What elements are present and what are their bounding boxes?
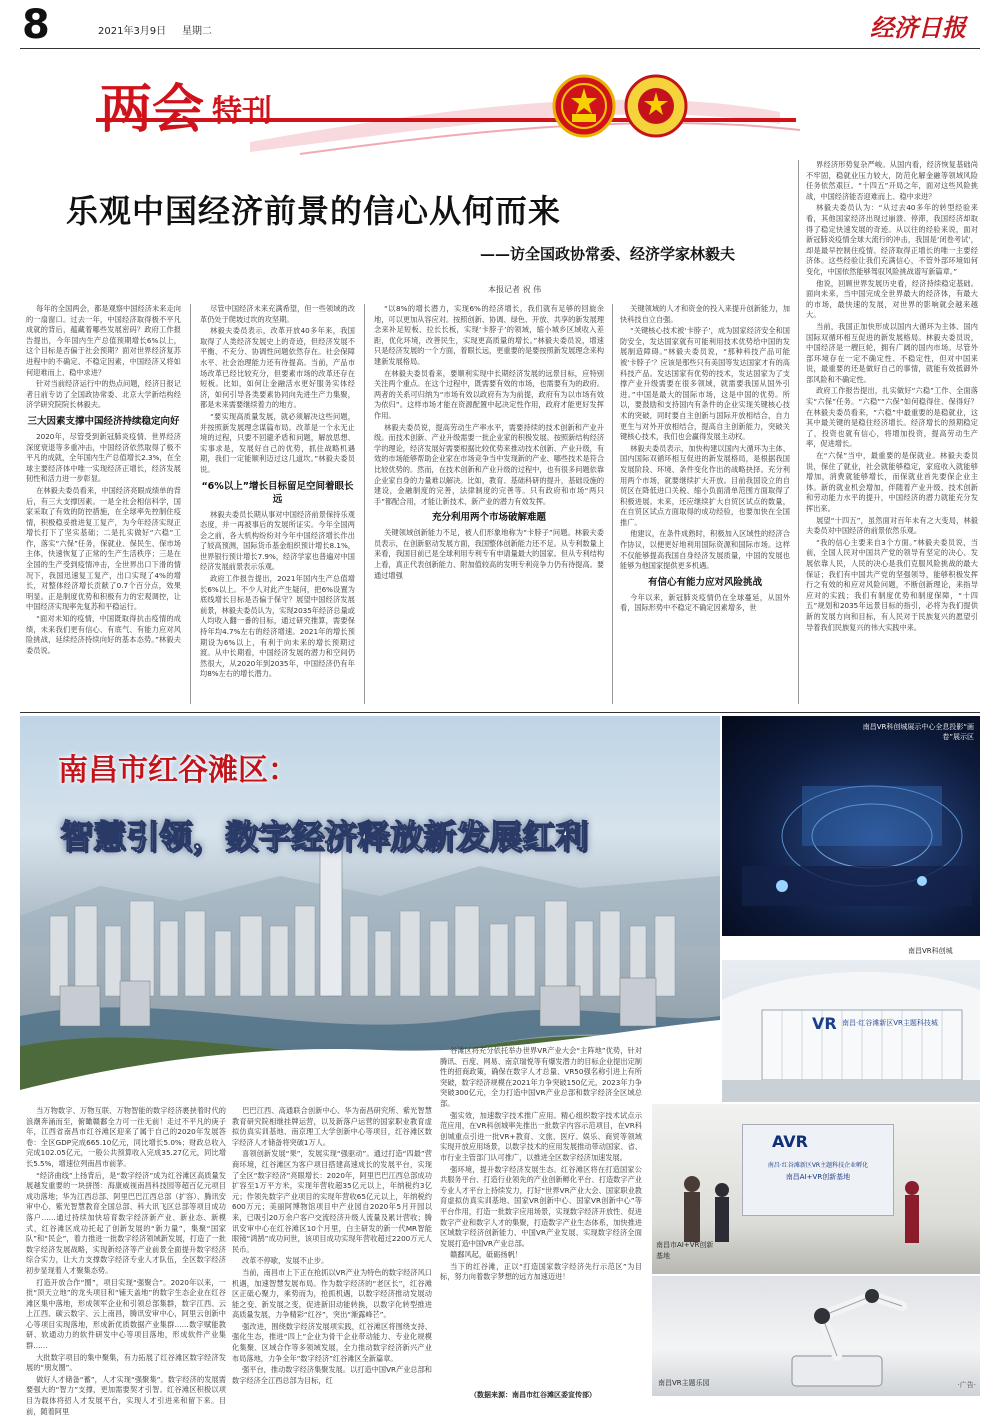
paragraph: “要实现高质量发展，就必须解决这些问题，并按照新发展理念谋篇布局。改革是一个永无止境的过程，只要不回避矛盾和问题，解放思想、实事求是，发展好自己的优势，抓住战略机遇期，我们一定能顺利迈过这几道坎。”林毅夫委员说。 <box>200 411 355 474</box>
paragraph: 巴巴江西、高通联合创新中心、华为南昌研究所、紫光智慧教育研究院相继挂牌运营，以及新落户运营的国家职业教育虚拟仿真实训基地、南京理工大学创新中心等项目，红谷滩区数字经济人才储备将突破1万人。 <box>232 1106 432 1147</box>
section-subheading: 三大因素支撑中国经济持续稳定向好 <box>27 415 180 427</box>
paragraph: “我的信心主要来自3个方面。”林毅夫委员说，当前，全国人民对中国共产党的领导有坚定的决心、发展依靠人民，人民的决心是我们克服风险挑战的最大保证；我们有中国共产党的坚强领导，能够积极发挥行之有效的和应对风险问题，不断创新理论，来指导应对的实践；我们有制度优势和制度保障，“十四五”规划和2035年远景目标的指引，必将为我们提供新的发展方向和目标，有人民对于民族复兴的愿望引导着我们民族复兴的伟大实践中来。 <box>806 537 978 632</box>
feature-title-2: 智慧引领，数字经济释放新发展红利 <box>60 817 588 856</box>
feature-title-1: 南昌市红谷滩区： <box>58 753 298 788</box>
paragraph: 当下的红谷滩，正以“打造国家数字经济先行示范区”为目标，努力向着数字梦想的远方加速迈进！ <box>440 1261 642 1282</box>
building-illustration <box>722 960 980 1102</box>
data-source-note: （数据来源：南昌市红谷滩区委宣传部） <box>470 1391 596 1399</box>
national-emblem-icon <box>552 74 616 138</box>
paragraph: 在林毅夫委员看来，要顺利实现中长期经济发展的远景目标，应特别关注两个重点。在这个过程中，既需要有效的市场，也需要有为的政府。两者的关系可归纳为“市场有效以政府有为为前提，政府有为以市场有效为依归”。这样市场才能在资源配置中起决定性作用，政府才能更好发挥作用。 <box>374 368 605 420</box>
column-divider <box>364 304 365 704</box>
ad-label: ·广告· <box>957 1381 976 1389</box>
article-subheadline: ——访全国政协常委、经济学家林毅夫 <box>480 245 736 263</box>
article-column-5 <box>806 160 978 708</box>
paragraph: 强平台，推动数字经济集聚发展。以打造中国VR产业总部和数字经济全江西总部为目标，红 <box>232 1365 432 1385</box>
article-column-2 <box>200 304 355 704</box>
paragraph: 界经济形势复杂严峻。从国内看，经济恢复基础尚不牢固，稳就业压力较大，防范化解金融等领域风险任务依然艰巨。“十四五”开局之年，面对这些风险挑战，中国经济能否迎难而上、稳中求进？ <box>806 160 978 201</box>
article-column-1 <box>26 304 181 704</box>
section-subheading: “6%以上”增长目标留足空间着眼长远 <box>201 480 354 505</box>
cppcc-emblem-icon <box>624 74 688 138</box>
header-divider <box>20 48 980 49</box>
article-headline: 乐观中国经济前景的信心从何而来 <box>66 192 562 230</box>
paragraph: “关键核心技术被‘卡脖子’，成为国家经济安全和国防安全，发达国家就有可能利用技术优势给中国的发展制造障碍。”林毅夫委员说，“那种科技产品可能被‘卡脖子’？应该是那些只有美国等发达国家才有的高科技产品。发达国家有优势的技术，发达国家为了支撑产业升级需要在很多领域，就需要我国从国外引进。”中国是最大的国际市场，这是中国的优势。所以，要鼓励和支持国内有条件的企业实现关键核心技术的突破，同时要自主创新与国际开放相结合，自力更生与对外开放相结合，提高自主创新能力，突破关键核心技术，我们也会赢得发展主动权。 <box>620 326 790 442</box>
paragraph: 林毅夫委员长期从事对中国经济前景保持乐观态度，并一再被事后的发展所证实。今年全国两会之前，各大机构纷纷对今年中国经济增长作出了较高预测，国际货币基金组织预计增长8.1%，世界银行预计增长7.9%，经济学家也普遍对中国经济发展前景表示乐观。 <box>200 509 355 572</box>
paragraph: 改革不停歇，发展不止步。 <box>242 1256 329 1266</box>
section-subheading: 充分利用两个市场破解难题 <box>431 512 546 524</box>
banner-title-sub: 特刊 <box>212 94 272 129</box>
feature-column-2 <box>232 1106 432 1406</box>
paragraph: “经济曲线”上扬背后，是“数字经济”成为红谷滩区高质量发展越发重要的一块拼图：海康威视南昌科技园等超百亿元项目成功落地；华为江西总部、阿里巴巴江西总部（扩容）、腾讯安审中心、紫光智慧教育全国总部、科大讯飞区总部等项目成功落户……通过持续加快培育数字经济新产业、新业态、新模式，红谷滩区成功托起了创新发展的“新力量”，集聚“国家队”和“民企”，着力推进一批数字经济领域新发展，打造了一批数字经济发展战略，实现新经济等产业前景全面提升数字经济综合实力，让大力支撑数字经济专业人才队伍，全区数字经济初步显现着人才聚集态势。 <box>26 1170 226 1275</box>
vr-building-photo <box>722 960 980 1102</box>
paragraph: 当前，我国正加快形成以国内大循环为主体、国内国际双循环相互促进的新发展格局。林毅夫委员说，中国经济是一艘巨轮，拥有广阔的国内市场。尽管外部环境存在一定不确定性、不稳定性，但对中国来说，最重要的还是做好自己的事情，就能有效抵御外部风险和不确定性。 <box>806 321 978 384</box>
paragraph: 当万物数字、万物互联、万物智能的数字经济裹挟着时代的浪潮奔涌而至，俯瞰赣鄱全力可一往无前！走过不平凡的庚子年，江西省南昌市红谷滩区迎来了属于自己的2020年发展答卷：全区GDP完成665.10亿元，同比增长5.0%；财政总收入完成102.05亿元，一般公共预算收入完成35.27亿元，同比增长5.5%，增速位列南昌市前茅。 <box>26 1106 226 1168</box>
photo-caption: 南昌市AI+VR创新基地 <box>656 1241 714 1260</box>
paragraph: 关键领域的人才和资金的投入来提升创新能力，加快科技自立自强。 <box>620 304 790 324</box>
building-sign-text: 南昌·红谷滩新区VR主题科技城 <box>842 1019 938 1027</box>
paragraph: 每年的全国两会，都是观察中国经济未来走向的一扇窗口。过去一年，中国经济取得极不平凡成就的背后，蕴藏着哪些发展密码？政府工作报告提出，今年国内生产总值预期增长6%以上，这个目标是否偏于社会预期？面对世界经济复苏进程中的不确定、不稳定因素，中国经济又将如何迎难而上、稳中求进？ <box>26 304 181 377</box>
article-byline: 本报记者 祝 伟 <box>488 285 542 294</box>
feature-column-3 <box>440 1046 642 1386</box>
screen-caption: 南昌·红谷滩新区VR主题科技企业孵化 <box>767 1162 869 1169</box>
paragraph: 大批数字项目的集中聚集，有力拓展了红谷滩区数字经济发展的“朋友圈”。 <box>26 1352 226 1373</box>
screen-logo: AVR <box>772 1132 808 1151</box>
paragraph: 当前，南昌市上下正在抢抓以VR产业为特色的数字经济风口机遇，加速智慧发展布局。作为数字经济的“老区长”，红谷滩区正砥心聚力，乘势而为，抢抓机遇，以数字经济推动发展动能之变、新发展之变，促进新旧动能转换，以数字化转型推进高质量发展，力争精彩“红谷”，突出“渐露峰芒”。 <box>232 1267 432 1320</box>
paragraph: “面对未知的疫情，中国既取得抗击疫情的成绩，未来我们更有信心、有底气、有能力应对风险挑战，延续经济持续向好的基本态势。”林毅夫委员说。 <box>26 614 181 655</box>
paragraph: 林毅夫委员表示，改革开放40多年来，我国取得了人类经济发展史上的奇迹，但经济发展不平衡、不充分、协调性问题依然存在。社会保障水平、社会治理能力还有待提高。当前，产品市场改革已经比较充分，但要素市场的改革还存在短板。比如，如何让金融活水更好服务实体经济，如何引导各类要素协同向先进生产力集聚，都是未来需要继续着力的地方。 <box>200 326 355 410</box>
paragraph: 打造开放合作“圈”，项目实现“强聚合”。2020年以来，一批“顶天立地”的龙头项目和“铺天盖地”的数字生态企业在红谷滩区集中落地，形成领军企业和引领总部集群，数字江西、云上江西、碳云数字、云上南昌，腾讯安审中心，阿里云创新中心等项目实现落地，形成新优质数据产业集群……数字赋能教研、软通动力的软件研发中心等项目落地，形成软件产业集群…… <box>26 1277 226 1351</box>
page-number: 8 <box>22 2 50 48</box>
column-divider <box>190 304 191 704</box>
ai-vr-base-photo <box>652 1104 980 1274</box>
column-divider <box>798 160 799 704</box>
paragraph: 尽管中国经济未来充满希望，但一些领域的改革仍处于爬坡过坎的攻坚期。 <box>200 304 355 324</box>
paragraph: 他建议，在条件成熟时，积极加入区域性的经济合作协议，以便更好地利用国际资源和国际市场。这样不仅能够提高我国自身经济发展质量，中国的发展也能够为他国家提供更多机遇。 <box>620 529 790 571</box>
paragraph: 2020年，尽管受到新冠肺炎疫情、世界经济深度衰退等多重冲击，中国经济依然取得了极不平凡的成就，全年国内生产总值增长2.3%，在全球主要经济体中唯一实现经济正增长，经济发展韧性和活力进一步彰显。 <box>26 431 181 484</box>
section-divider <box>20 712 980 713</box>
hologram-illustration <box>722 716 980 936</box>
paragraph: 政府工作报告提出，扎实做好“六稳”工作、全面落实“六保”任务。“六稳”“六保”如何稳得住、保得好？在林毅夫委员看来，“六稳”中最重要的是稳就业，这其中最关键的是稳住经济增长。经济增长的预期稳定了，投资也就有信心，将增加投资，提高劳动生产率，促进增长。 <box>806 386 978 449</box>
article-column-4 <box>620 304 790 704</box>
screen-subcaption: 南昌AI+VR创新基地 <box>785 1173 851 1181</box>
special-banner <box>0 52 1000 162</box>
paragraph: 强改进，围绕数字经济发展项实践，红谷滩区将围绕支持、强化生态，推进“四上”企业为骨干企业带动能力、专业化规模化集聚、区域合作等多领域发展，全力推动数字经济新兴产业布局落地，力争全年“数字经济”红谷滩区全新篇章。 <box>232 1321 432 1363</box>
paragraph: 今年以来，新冠肺炎疫情仍在全球蔓延，从国外看，国际形势中不稳定不确定因素增多，世 <box>620 592 790 613</box>
paragraph: 林毅夫委员说，提高劳动生产率水平，需要持续的技术创新和产业升级。而技术创新、产业升级需要一批企业家的积极发展。按照新结构经济学的理论，经济发展好需要根据比较优势来推动技术创新、产业升级，有效的市场能够帮助企业家在市场竞争当中发现新的产业、哪些技术是符合比较优势的。然而，在技术创新和产业升级的过程中，也有很多问题依靠企业家自身的力量难以解决。比如，教育、基础科研的提升，基础设施的建设，金融制度的完善，法律制度的完善等。只有政府和市场“两只手”都配合用，才能让新技术、新产业的潜力有效发挥。 <box>374 422 605 506</box>
banner-title-main: 两会 <box>100 79 205 140</box>
paragraph: 在林毅夫委员看来，中国经济亮眼成绩单的背后，有三大支撑因素。一是全社会相信科学，国家采取了有效的防控措施，在全球率先控制住疫情，积极稳妥推进复工复产，为今年经济实现正增长打下了坚实基础；二是扎实做好“六稳”工作，落实“六保”任务，保就业、保民生、保市场主体，快速恢复了正常的生产生活秩序；三是在全国的生产受到疫情冲击，全世界出口下滑的情况下，我国迅速复工复产，出口实现了4%的增长，对整体经济增长贡献了0.7个百分点，效果明显。正是制度优势和积极有力的宏观调控，让中国经济实现率先复苏和平稳运行。 <box>26 485 181 612</box>
paragraph: 在“六保”当中，最重要的是保就业。林毅夫委员说，保住了就业，社会就能够稳定，家庭收入就能够增加，消费就能够增长，而保就业首先要保企业主体。新的就业机会增加，伴随着产业升级、技术创新和劳动能力水平的提升，中国经济的潜力就能充分发挥出来。 <box>806 451 978 513</box>
paragraph: 关键领域创新能力不足，被人们形象地称为“卡脖子”问题。林毅夫委员表示，在创新驱动发展方面，我国整体创新能力还不足。从专利数量上来看，我国目前已是全球利用专利专有申请量最大的国家。但从专利结构上看，真正代表创新能力、附加值较高的发明专利竞争力仍有待提高。要通过增强 <box>374 528 605 580</box>
article-column-3 <box>374 304 604 704</box>
paragraph: 政府工作报告提出，2021年国内生产总值增长6%以上。不少人对此产生疑问，把6%设置为底线增长目标是否偏于保守？展望中国经济发展前景，林毅夫委员认为，实现2035年经济总量或人均收入翻一番的目标，通过研究推算，需要保持年均4.7%左右的经济增速。2021年的增长预期设为6%以上，有利于向未来的增长预期过渡。从中长期看，中国经济发展的潜力和空间仍然很大，从2020年到2035年，中国经济仍有年均8%左右的增长潜力。 <box>200 574 355 679</box>
paragraph: 喜领创新发展“果”，发展实现“强驱动”。通过打造“四最”营商环境，红谷滩区为客户项目搭建高速成长的发展平台，实现了全区“数字经济”亮眼增长：2020年，阿里巴巴江西总部成功扩容至1万平方米，实现年营收超35亿元以上，年纳税约3亿元；作领先数字产业项目的实现年营收65亿元以上，年纳税约600万元；美丽阿博物馆项目中产业园自2020年5月开园以来，已吸引20万余户客户交流经济升级人流量及累计营收；腾讯安审中心在红谷滩区10个月里，白主研发的新一代MR智能眼镜“鸿鹄”成功问世，该项目成功实现年营收超过2200万元人民币。 <box>232 1149 432 1254</box>
paragraph: 展望“十四五”，虽然面对百年未有之大变局，林毅夫委员对中国经济的前景依然乐观。 <box>806 515 978 536</box>
paragraph: 做好人才储备“蓄”，人才实现“强聚集”。数字经济的发展需要强大的“智力”支撑，更加需要契才引智。红谷滩区积极以项目为载体将招人才发展平台，实现人才引进来和留下来。目前，随着阿里 <box>26 1374 226 1416</box>
photo-caption: 南昌VR主题乐园 <box>658 1379 710 1387</box>
paragraph: 强实效，加速数字技术推广应用。精心组织数字技术试点示范应用，在VR科创城率先推出一批数字内容示范项目，在VR科创城重点引进一批VR+教育、文旅、医疗、娱乐、商贸等领域实现开放应用场景，以数字技术的应用发展推动带动国家、省、市行业主管部门认可推广，以推进全区数字经济加速发展。 <box>440 1110 642 1162</box>
issue-date: 2021年3月9日 <box>98 26 167 37</box>
paragraph: 强环境，提升数字经济发展生态。红谷滩区将在打造国家公共服务平台、打造行业领先的产业创新孵化平台、打造数字产业专业人才平台上持续发力，打好“世界VR产业大会、国家职业教育虚拟仿真实训基地、国家VR创新中心、国家VR创新中心”等平台作用，打造一批数字应用场景，实现数字经济开放性、促进数字产业和数字人才的集聚，打造数字产业生态体系，加快推进区域数字经济创新能力、中国VR产业发展、实现数字经济全面发展打造中国VR产业总部。 <box>440 1164 642 1248</box>
paragraph: 林毅夫委员表示，加快构建以国内大循环为主体、国内国际双循环相互促进的新发展格局，是根据我国发展阶段、环境、条件变化作出的战略抉择。充分利用两个市场，就要继续扩大开放。目前我国设立的自贸区在降低进口关税、缩小负面清单范围方面取得了积极进展。未来，还应继续扩大自贸区试点的数量，在自贸区试点方面取得的成功经验，也要加快在全国推广。 <box>620 443 790 527</box>
masthead: 经济日报 <box>870 13 966 42</box>
paragraph: 针对当前经济运行中的热点问题，经济日报记者日前专访了全国政协常委、北京大学新结构经济学研究院院长林毅夫。 <box>26 379 181 410</box>
photo-caption: 南昌VR科创城 <box>908 947 953 955</box>
photo-caption: 南昌VR科创城展示中心全息投影“画卷”展示区 <box>862 723 974 741</box>
paragraph: 赣鄱风起，砥砺扬帆！ <box>450 1250 522 1260</box>
paragraph: 谷滩区将充分依托举办世界VR产业大会“主阵地”优势，针对腾讯、百度、网易、南京瑞悦等有爆发潜力的目标企业提出定制性的招商政策，确保在数字人才总量、VR50强名称引进上有所突破，数字经济规模在2021年力争突破150亿元，2023年力争突破300亿元，全力打造中国VR产业总部和数字经济全区域总部。 <box>440 1046 642 1108</box>
page-header <box>0 0 1000 52</box>
feature-column-1 <box>26 1106 226 1416</box>
paragraph: 林毅夫委员认为：“从过去40多年的转型经验来看，其他国家经济出现过崩溃、停滞，我国经济却取得了稳定快速发展的奇迹。从以往的经验来说，面对新冠肺炎疫情全球大流行的冲击，我国是‘闭卷考试’，却是最早控制住疫情、经济取得正增长的唯一主要经济体。这些经验让我们充满信心，不管外部环境如何变化，中国依然能够驾驭风险挑战谱写新篇章。” <box>806 203 978 276</box>
section-subheading: 有信心有能力应对风险挑战 <box>647 576 762 588</box>
building-sign-logo: VR <box>812 1014 837 1033</box>
paragraph: “以8%的增长潜力，实现6%的经济增长，我们就有足够的回旋余地，可以更加从容应对。按照创新、协调、绿色、开放、共享的新发展理念来补足短板、拉长长板，实现‘卡脖子’的领域，缩小城乡区域收入差距，优化环境，改善民生，实现更高质量的增长。”林毅夫委员说，增速只是经济发展的一个方面，着眼长远，更重要的是要按照新发展理念来构建新发展格局。 <box>374 304 605 366</box>
vr-exhibition-photo <box>722 716 980 936</box>
issue-weekday: 星期二 <box>182 26 212 37</box>
vr-theme-park-photo <box>652 1276 980 1396</box>
column-divider <box>612 304 613 704</box>
paragraph: 他说，回顾世界发展历史看，经济持续稳定基础。面向未来，当中国完成全世界最大的经济体，有最大的市场，最快速的发展，对世界的影响就会越来越大。 <box>806 278 978 320</box>
